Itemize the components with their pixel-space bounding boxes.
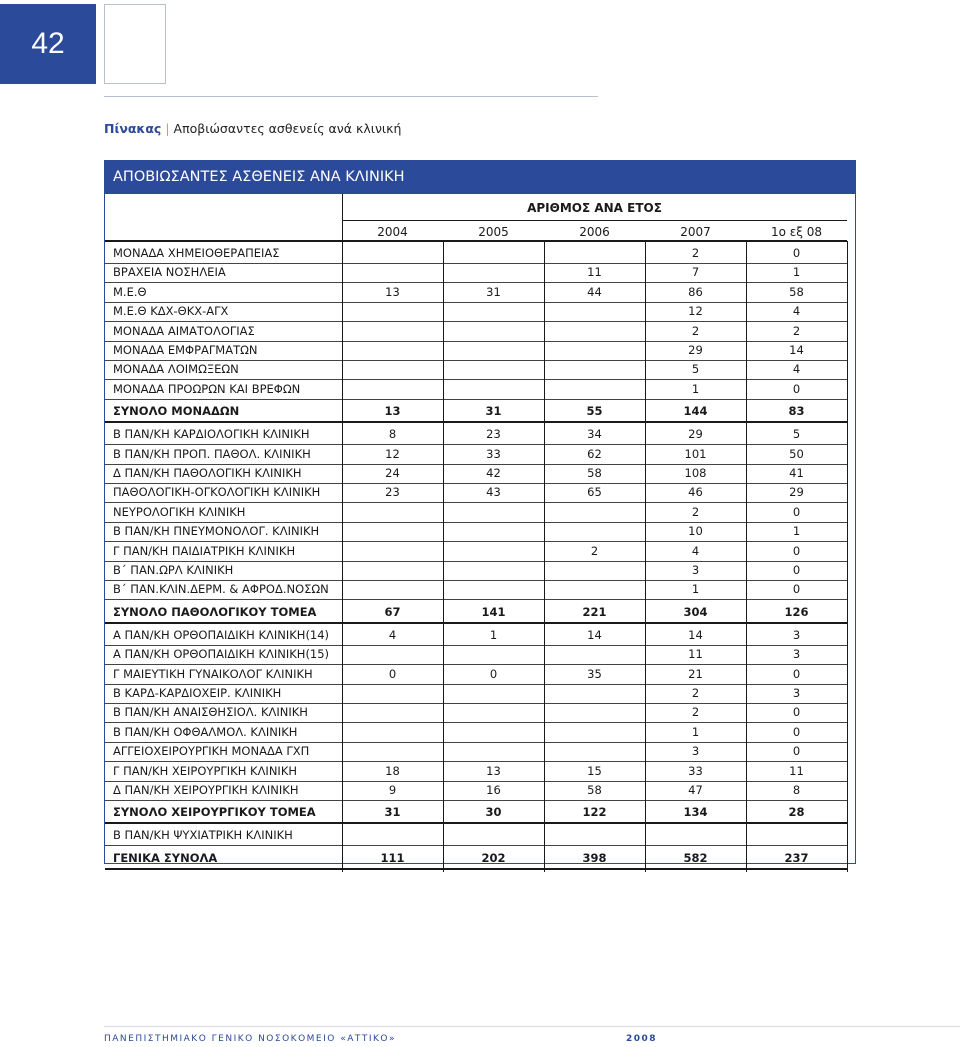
row-label: Δ ΠΑΝ/ΚΗ ΠΑΘΟΛΟΓΙΚΗ ΚΛΙΝΙΚΗ xyxy=(113,466,302,480)
value-cell: 34 xyxy=(587,427,602,442)
table-row xyxy=(105,503,855,522)
value-cell: 398 xyxy=(582,850,607,865)
row-label: Β ΠΑΝ/ΚΗ ΨΥΧΙΑΤΡΙΚΗ ΚΛΙΝΙΚΗ xyxy=(113,828,293,843)
year-header: 2007 xyxy=(680,225,711,239)
table-row xyxy=(105,626,855,645)
row-label: Β΄ ΠΑΝ.ΩΡΛ ΚΛΙΝΙΚΗ xyxy=(113,563,234,577)
table-row xyxy=(105,302,855,321)
value-cell: 13 xyxy=(385,284,400,299)
row-label: Α ΠΑΝ/ΚΗ ΟΡΘΟΠΑΙΔΙΚΗ ΚΛΙΝΙΚΗ(15) xyxy=(113,647,330,662)
value-cell: 58 xyxy=(587,466,602,480)
row-label: Γ ΜΑΙΕΥΤΙΚΗ ΓΥΝΑΙΚΟΛΟΓ ΚΛΙΝΙΚΗ xyxy=(113,666,313,681)
value-cell: 3 xyxy=(691,563,700,577)
deaths-table xyxy=(104,160,856,864)
value-cell: 144 xyxy=(683,404,708,419)
table-row xyxy=(105,380,855,399)
value-cell: 134 xyxy=(683,805,708,820)
total-row xyxy=(105,402,855,421)
value-cell: 58 xyxy=(789,284,804,299)
value-cell: 0 xyxy=(792,563,801,577)
total-rule xyxy=(105,622,847,624)
row-label: Β ΚΑΡΔ-ΚΑΡΔΙΟΧΕΙΡ. ΚΛΙΝΙΚΗ xyxy=(113,686,282,700)
value-cell: 0 xyxy=(792,381,801,396)
caption-separator: | xyxy=(165,121,170,136)
table-row xyxy=(105,542,855,561)
row-label: ΜΟΝΑΔΑ ΛΟΙΜΩΞΕΩΝ xyxy=(113,362,239,377)
value-cell: 1 xyxy=(792,524,801,539)
year-header: 2005 xyxy=(478,225,509,239)
value-cell: 4 xyxy=(388,627,397,642)
value-cell: 0 xyxy=(388,666,397,681)
footer-year: 2008 xyxy=(626,1034,658,1044)
value-cell: 0 xyxy=(792,504,801,519)
row-label: ΣΥΝΟΛΟ ΜΟΝΑΔΩΝ xyxy=(113,404,240,419)
table-row xyxy=(105,665,855,684)
value-cell: 2 xyxy=(691,323,700,338)
value-cell: 13 xyxy=(384,404,401,419)
year-header: 2006 xyxy=(579,225,610,239)
row-label: ΜΟΝΑΔΑ ΠΡΟΩΡΩΝ ΚΑΙ ΒΡΕΦΩΝ xyxy=(113,381,301,396)
table-row xyxy=(105,283,855,302)
value-cell: 2 xyxy=(590,543,599,558)
value-cell: 50 xyxy=(789,446,804,461)
value-cell: 13 xyxy=(486,763,501,778)
footer-text: ΠΑΝΕΠΙΣΤΗΜΙΑΚΟ ΓΕΝΙΚΟ ΝΟΣΟΚΟΜΕΙΟ «ΑΤΤΙΚΟ» xyxy=(104,1034,397,1044)
page-number: 42 xyxy=(0,4,96,84)
value-cell: 43 xyxy=(486,485,501,500)
table-row xyxy=(105,360,855,379)
value-cell: 108 xyxy=(684,466,707,480)
value-cell: 0 xyxy=(792,705,801,720)
value-cell: 58 xyxy=(587,783,602,797)
column-separator xyxy=(847,241,848,872)
value-cell: 1 xyxy=(489,627,498,642)
row-label: ΜΟΝΑΔΑ ΕΜΦΡΑΓΜΑΤΩΝ xyxy=(113,343,258,357)
column-separator xyxy=(443,241,444,872)
value-cell: 3 xyxy=(691,744,700,759)
value-cell: 111 xyxy=(380,850,405,865)
column-separator xyxy=(746,241,747,872)
value-cell: 29 xyxy=(688,427,703,442)
value-cell: 23 xyxy=(385,485,400,500)
value-cell: 46 xyxy=(688,485,703,500)
value-cell: 1 xyxy=(792,265,801,280)
total-row xyxy=(105,803,855,822)
value-cell: 0 xyxy=(792,246,801,260)
value-cell: 31 xyxy=(485,404,502,419)
value-cell: 21 xyxy=(688,666,703,681)
value-cell: 3 xyxy=(792,647,801,662)
year-header: 2004 xyxy=(377,225,408,239)
value-cell: 24 xyxy=(385,466,400,480)
top-rule xyxy=(104,96,598,97)
row-label: ΝΕΥΡΟΛΟΓΙΚΗ ΚΛΙΝΙΚΗ xyxy=(113,504,246,519)
value-cell: 33 xyxy=(688,763,703,778)
row-label: ΣΥΝΟΛΟ ΠΑΘΟΛΟΓΙΚΟΥ ΤΟΜΕΑ xyxy=(113,604,317,619)
value-cell: 67 xyxy=(384,604,401,619)
value-cell: 8 xyxy=(792,783,801,797)
value-cell: 10 xyxy=(688,524,703,539)
value-cell: 0 xyxy=(792,724,801,739)
value-cell: 14 xyxy=(789,343,804,357)
value-cell: 122 xyxy=(582,805,607,820)
value-cell: 12 xyxy=(688,304,703,319)
table-row xyxy=(105,580,855,599)
table-title: ΑΠΟΒΙΩΣΑΝΤΕΣ ΑΣΘΕΝΕΙΣ ΑΝΑ ΚΛΙΝΙΚΗ xyxy=(105,161,855,194)
row-rule xyxy=(105,399,847,400)
value-cell: 1 xyxy=(691,582,700,597)
table-row xyxy=(105,322,855,341)
value-cell: 41 xyxy=(789,466,804,480)
value-cell: 11 xyxy=(789,763,804,778)
table-row xyxy=(105,561,855,580)
value-cell: 202 xyxy=(481,850,506,865)
value-cell: 55 xyxy=(586,404,603,419)
value-cell: 0 xyxy=(792,582,801,597)
total-row xyxy=(105,603,855,622)
table-caption xyxy=(104,121,401,136)
value-cell: 35 xyxy=(587,666,602,681)
row-label: ΜΟΝΑΔΑ ΑΙΜΑΤΟΛΟΓΙΑΣ xyxy=(113,323,255,338)
footer-rule xyxy=(104,1026,960,1027)
total-rule xyxy=(105,868,847,870)
value-cell: 65 xyxy=(587,485,602,500)
value-cell: 83 xyxy=(788,404,805,419)
row-label: ΣΥΝΟΛΟ ΧΕΙΡΟΥΡΓΙΚΟΥ ΤΟΜΕΑ xyxy=(113,805,316,820)
value-cell: 33 xyxy=(486,446,501,461)
value-cell: 1 xyxy=(691,724,700,739)
row-label: Μ.Ε.Θ ΚΔΧ-ΘΚΧ-ΑΓΧ xyxy=(113,304,229,319)
value-cell: 221 xyxy=(582,604,607,619)
value-cell: 16 xyxy=(486,783,501,797)
value-cell: 31 xyxy=(384,805,401,820)
row-label: Β΄ ΠΑΝ.ΚΛΙΝ.ΔΕΡΜ. & ΑΦΡΟΔ.ΝΟΣΩΝ xyxy=(113,582,329,597)
row-label: Β ΠΑΝ/ΚΗ ΚΑΡΔΙΟΛΟΓΙΚΗ ΚΛΙΝΙΚΗ xyxy=(113,427,310,442)
table-row xyxy=(105,445,855,464)
table-row xyxy=(105,464,855,483)
header-bottom-rule xyxy=(105,240,847,242)
total-rule xyxy=(105,421,847,423)
column-separator xyxy=(645,241,646,872)
table-row xyxy=(105,522,855,541)
value-cell: 101 xyxy=(684,446,707,461)
total-row xyxy=(105,849,855,868)
table-row xyxy=(105,483,855,502)
table-row xyxy=(105,826,855,845)
value-cell: 29 xyxy=(789,485,804,500)
value-cell: 62 xyxy=(587,446,602,461)
value-cell: 304 xyxy=(683,604,708,619)
value-cell: 18 xyxy=(385,763,400,778)
value-cell: 3 xyxy=(792,627,801,642)
value-cell: 12 xyxy=(385,446,400,461)
value-cell: 237 xyxy=(784,850,809,865)
table-row xyxy=(105,703,855,722)
value-cell: 28 xyxy=(788,805,805,820)
value-cell: 47 xyxy=(688,783,703,797)
value-cell: 44 xyxy=(587,284,602,299)
row-label: ΜΟΝΑΔΑ ΧΗΜΕΙΟΘΕΡΑΠΕΙΑΣ xyxy=(113,246,280,260)
caption-label: Πίνακας xyxy=(104,121,162,136)
value-cell: 31 xyxy=(486,284,501,299)
row-label: ΑΓΓΕΙΟΧΕΙΡΟΥΡΓΙΚΗ ΜΟΝΑΔΑ ΓΧΠ xyxy=(113,744,310,759)
value-cell: 11 xyxy=(688,647,703,662)
value-cell: 2 xyxy=(691,686,700,700)
table-row xyxy=(105,244,855,263)
page-footer xyxy=(104,1034,657,1044)
value-cell: 0 xyxy=(792,744,801,759)
header-rule xyxy=(342,220,847,221)
value-cell: 29 xyxy=(688,343,703,357)
column-separator xyxy=(544,241,545,872)
row-label: Γ ΠΑΝ/ΚΗ ΠΑΙΔΙΑΤΡΙΚΗ ΚΛΙΝΙΚΗ xyxy=(113,543,296,558)
value-cell: 0 xyxy=(489,666,498,681)
value-cell: 8 xyxy=(388,427,397,442)
value-cell: 2 xyxy=(691,246,700,260)
table-row xyxy=(105,781,855,800)
value-cell: 3 xyxy=(792,686,801,700)
table-row xyxy=(105,425,855,444)
value-cell: 0 xyxy=(792,543,801,558)
value-cell: 42 xyxy=(486,466,501,480)
row-label: Α ΠΑΝ/ΚΗ ΟΡΘΟΠΑΙΔΙΚΗ ΚΛΙΝΙΚΗ(14) xyxy=(113,627,330,642)
table-row xyxy=(105,742,855,761)
value-cell: 1 xyxy=(691,381,700,396)
value-cell: 4 xyxy=(792,304,801,319)
table-row xyxy=(105,341,855,360)
value-cell: 23 xyxy=(486,427,501,442)
row-rule xyxy=(105,845,847,846)
value-cell: 4 xyxy=(691,543,700,558)
table-row xyxy=(105,723,855,742)
value-cell: 30 xyxy=(485,805,502,820)
year-header: 1ο εξ 08 xyxy=(770,225,823,239)
row-label: Δ ΠΑΝ/ΚΗ ΧΕΙΡΟΥΡΓΙΚΗ ΚΛΙΝΙΚΗ xyxy=(113,783,299,797)
value-cell: 9 xyxy=(388,783,397,797)
row-rule xyxy=(105,800,847,801)
table-row xyxy=(105,762,855,781)
row-label: ΒΡΑΧΕΙΑ ΝΟΣΗΛΕΙΑ xyxy=(113,265,226,280)
row-label: ΓΕΝΙΚΑ ΣΥΝΟΛΑ xyxy=(113,850,218,865)
value-cell: 7 xyxy=(691,265,700,280)
row-rule xyxy=(105,599,847,600)
row-label: Μ.Ε.Θ xyxy=(113,284,147,299)
row-label: Β ΠΑΝ/ΚΗ ΠΡΟΠ. ΠΑΘΟΛ. ΚΛΙΝΙΚΗ xyxy=(113,446,311,461)
row-label: Γ ΠΑΝ/ΚΗ ΧΕΙΡΟΥΡΓΙΚΗ ΚΛΙΝΙΚΗ xyxy=(113,763,298,778)
value-cell: 5 xyxy=(792,427,801,442)
value-cell: 86 xyxy=(688,284,703,299)
row-label: ΠΑΘΟΛΟΓΙΚΗ-ΟΓΚΟΛΟΓΙΚΗ ΚΛΙΝΙΚΗ xyxy=(113,485,321,500)
value-cell: 14 xyxy=(587,627,602,642)
value-cell: 14 xyxy=(688,627,703,642)
row-label: Β ΠΑΝ/ΚΗ ΑΝΑΙΣΘΗΣΙΟΛ. ΚΛΙΝΙΚΗ xyxy=(113,705,308,720)
value-cell: 126 xyxy=(784,604,809,619)
row-label: Β ΠΑΝ/ΚΗ ΟΦΘΑΛΜΟΛ. ΚΛΙΝΙΚΗ xyxy=(113,724,298,739)
value-cell: 0 xyxy=(792,666,801,681)
value-cell: 141 xyxy=(481,604,506,619)
table-row xyxy=(105,645,855,664)
total-rule xyxy=(105,822,847,824)
value-cell: 15 xyxy=(587,763,602,778)
table-row xyxy=(105,684,855,703)
column-separator xyxy=(342,241,343,872)
value-cell: 2 xyxy=(691,705,700,720)
table-row xyxy=(105,263,855,282)
value-cell: 11 xyxy=(587,265,602,280)
caption-text: Αποβιώσαντες ασθενείς ανά κλινική xyxy=(173,121,402,136)
decorative-box xyxy=(104,4,166,84)
value-cell: 2 xyxy=(691,504,700,519)
row-label: Β ΠΑΝ/ΚΗ ΠΝΕΥΜΟΝΟΛΟΓ. ΚΛΙΝΙΚΗ xyxy=(113,524,320,539)
span-header: ΑΡΙΘΜΟΣ ΑΝΑ ΕΤΟΣ xyxy=(527,201,662,215)
value-cell: 5 xyxy=(691,362,700,377)
value-cell: 2 xyxy=(792,323,801,338)
value-cell: 582 xyxy=(683,850,708,865)
value-cell: 4 xyxy=(792,362,801,377)
